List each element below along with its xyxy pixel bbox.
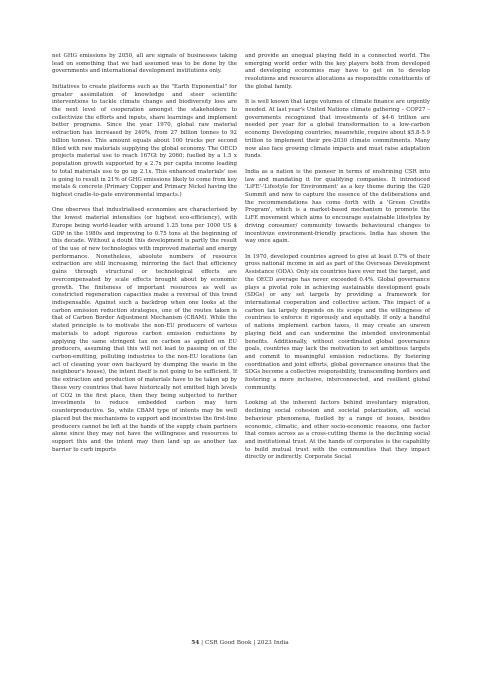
paragraph: Looking at the inherent factors behind involuntary migration, declining social cohesion and societal polarization, all social behaviour phenomena, fuelled by a range of issues, besides economic, climatic, and other socio-economic reasons, one factor that comes across as a cross-cutting theme is the declining social and institutional trust. At the hands of corporates is the capability to build mutual trust with the communities that they impact directly or indirectly. Corporate Social	[245, 400, 430, 461]
paragraph: and provide an unequal playing field in a connected world. The emerging world order with the key players both from developed and developing economies may have to get on to develop resolutions and resource allocations as responsible constituents of the global family.	[245, 53, 430, 90]
paragraph: One observes that industrialised economies are characterised by the lowest material intensities (or highest eco-efficiency), with Europe being world-leader with around 1.25 tons per 1000 US $ GDP in the 1980s and improving to 0.75 tons at the beginning of this decade. Without a doubt this development is partly the result of the use of new technologies with improved material and energy performance. Nonetheless, absolute numbers of resource extraction are still increasing, mirroring the fact that efficiency gains through structural or technological effects are overcompensated by scale effects brought about by economic growth. The finiteness of important resources as well as constricted regeneration capacities make a reversal of this trend indispensable. Against such a backdrop when one looks at the carbon emission reduction strategies, one of the routes taken is that of Carbon Border Adjustment Mechanism (CBAM). While the stated principle is to motivate the non-EU producers of various materials to adopt rigorous carbon emission reductions by applying the same stringent tax on carbon as applied on EU producers, assuming that this will not lead to passing on of the carbon-emitting, polluting industries to the non-EU locations (an act of cleaning your own backyard by dumping the waste in the neighbour's house), the intent itself is not going to be sufficient. If the extraction and production of materials have to be taken up by these very countries that have historically not emitted high levels of CO2 in the first place, then they being subjected to further investments to reduce embedded carbon may turn counterproductive. So, while CBAM type of intents may be well placed but the mechanisms to support and incentivise the first-line producers cannot be left at the hands of the supply chain partners alone since they may not have the willingness and resources to support this and the intent may then land up as another tax barrier to curb imports	[52, 207, 237, 453]
paragraph: Initiatives to create platforms such as the "Earth Exponential" for greater assimilation of knowledge and steer scientific interventions to tackle climate change and biodiversity loss are the next level of cooperation amongst the stakeholders to collectivize the efforts and inputs, share learnings and implement better programs. Since the year 1970, global raw material extraction has increased by 240%, from 27 billion tonnes to 92 billion tonnes. This amount equals about 100 trucks per second filled with raw materials supplying the global economy. The OECD projects material use to reach 167Gt by 2060; fuelled by a 1.5 x population growth supported by a 2.7x per capita income leading to total materials use to go up 2.1x. This enhanced materials' use is going to result in 21% of GHG emissions likely to come from key metals & concrete (Primary Copper and Primary Nickel having the highest cradle-to-gate environmental impacts.)	[52, 83, 237, 198]
right-text-column	[245, 53, 430, 462]
paragraph: India as a nation is the pioneer in terms of enshrining CSR into law and mandating it for qualifying companies. It introduced 'LiFE'-'Lifestyle for Environment' as a key theme during the G20 Summit and now to capture the essence of the deliberations and the recommendations has come forth with a 'Green Credits Program', which is a market-based mechanism to promote the LiFE movement which aims to encourage sustainable lifestyles by driving consumer/ community towards behavioural changes to incentivize environment-friendly practices. India has shown the way once again.	[245, 168, 430, 245]
paragraph: It is well known that large volumes of climate finance are urgently needed. At last year's United Nations climate gathering – COP27 – governments recognized that investments of $4-6 trillion are needed per year for a global transformation to a low-carbon economy. Developing countries, meanwhile, require about $5.8-5.9 trillion to implement their pre-2030 climate commitments. Many now also face growing climate impacts and must raise adaptation funds.	[245, 99, 430, 160]
page-footer	[0, 640, 480, 646]
page-number: 54	[191, 640, 200, 646]
paragraph: In 1970, developed countries agreed to give at least 0.7% of their gross national income in aid as part of the Overseas Development Assistance (ODA). Only six countries have ever met the target, and the OECD average has never exceeded 0.4%. Global governance plays a pivotal role in achieving sustainable development goals (SDGs) or any set targets by providing a framework for international cooperation and collective action. The impact of a carbon tax largely depends on its scope and the willingness of countries to enforce it rigorously and equitably. If only a handful of nations implement carbon taxes, it may create an uneven playing field and can undermine the intended environmental benefits. Additionally, without coordinated global governance goals, countries may lack the motivation to set ambitious targets and commit to meaningful emission reductions. By fostering coordination and joint efforts, global governance ensures that the SDGs become a collective responsibility, transcending borders and fostering a more inclusive, interconnected, and resilient global community.	[245, 253, 430, 391]
paragraph: net GHG emissions by 2050, all are signals of businesses taking lead on something that we had assumed was to be done by the governments and international development institutions only.	[52, 53, 237, 75]
footer-separator: |	[199, 640, 205, 646]
left-text-column	[52, 53, 237, 454]
publication-title: CSR Good Book | 2023 India	[204, 640, 289, 646]
